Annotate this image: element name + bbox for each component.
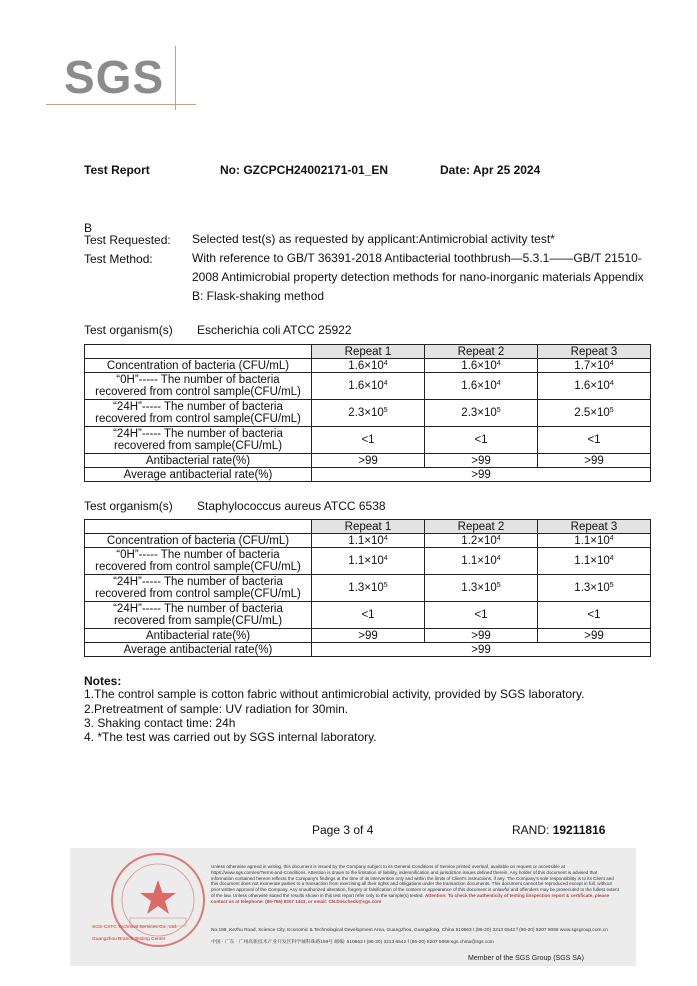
result-exponent: 4 (383, 534, 388, 542)
result-value: 1.3×10 (574, 582, 610, 594)
average-row (85, 468, 651, 482)
report-number: No: GZCPCH24002171-01_EN (220, 163, 389, 177)
result-exponent: 4 (383, 359, 388, 367)
note-item: 3. Shaking contact time: 24h (84, 716, 236, 730)
results-table-ecoli (84, 344, 651, 482)
result-exponent: 4 (383, 380, 388, 387)
seal-branch-name: Guangzhou Branch Testing Center (92, 937, 166, 942)
row-label-line: “0H”----- The number of bacteria (116, 549, 280, 561)
result-cell (312, 534, 425, 548)
company-seal (108, 850, 208, 950)
result-exponent: 5 (383, 582, 388, 589)
result-value: 1.6×10 (574, 380, 610, 392)
result-cell (425, 400, 538, 427)
member-statement: Member of the SGS Group (SGS SA) (468, 955, 584, 962)
result-cell (312, 629, 425, 643)
result-cell (312, 400, 425, 427)
logo-underline (46, 104, 196, 105)
column-header: Repeat 2 (425, 345, 538, 359)
result-value: 1.1×10 (574, 534, 610, 547)
result-exponent: 5 (609, 582, 614, 589)
page-number: Page 3 of 4 (312, 823, 374, 837)
row-label (85, 548, 312, 575)
result-exponent: 4 (496, 555, 501, 562)
row-label-line: Concentration of bacteria (CFU/mL) (106, 534, 290, 547)
row-label (85, 427, 312, 454)
results-table-saureus (84, 519, 651, 657)
table-row (85, 602, 651, 629)
result-exponent: 4 (496, 380, 501, 387)
table-row (85, 373, 651, 400)
row-label-line: recovered from control sample(CFU/mL) (95, 588, 301, 600)
result-value: <1 (587, 434, 601, 446)
result-cell (538, 548, 651, 575)
row-label-line: recovered from control sample(CFU/mL) (95, 386, 301, 398)
organism-name: Escherichia coli ATCC 25922 (197, 323, 352, 337)
result-exponent: 4 (609, 534, 614, 542)
result-value: 1.6×10 (348, 380, 384, 392)
result-value: 1.3×10 (461, 582, 497, 594)
average-value: >99 (312, 468, 651, 482)
result-value: >99 (358, 629, 378, 642)
organism-label: Test organism(s) (84, 323, 173, 337)
address-cn: 中国 · 广东 · 广州高新技术产业开发区科学城科珠路198号 邮编: 510663 t (86-20) 3213 6542 f (86-20) 8207 5066 sgs.china@sgs.com (211, 940, 494, 945)
result-value: 2.3×10 (348, 407, 384, 419)
result-cell (312, 427, 425, 454)
result-cell (425, 548, 538, 575)
result-exponent: 5 (496, 407, 501, 414)
row-label-line: Antibacterial rate(%) (145, 629, 251, 642)
result-exponent: 4 (609, 380, 614, 387)
table-row (85, 629, 651, 643)
result-cell (538, 373, 651, 400)
average-value: >99 (312, 643, 651, 657)
result-value: 1.7×10 (574, 359, 610, 372)
report-title: Test Report (84, 163, 150, 177)
result-value: 1.1×10 (348, 555, 384, 567)
rand-value: 19211816 (552, 823, 606, 837)
star-icon (140, 880, 176, 914)
test-method-line: With reference to GB/T 36391-2018 Antibacterial toothbrush—5.3.1——GB/T 21510- (192, 251, 642, 265)
result-value: 1.3×10 (348, 582, 384, 594)
rand-code (512, 823, 605, 837)
row-label (85, 534, 312, 548)
test-method-value (192, 249, 652, 306)
row-label-line: “24H”----- The number of bacteria (113, 428, 283, 440)
result-value: 1.6×10 (348, 359, 384, 372)
row-label-line: recovered from sample(CFU/mL) (113, 615, 283, 627)
row-label (85, 359, 312, 373)
result-cell (312, 373, 425, 400)
column-header: Repeat 2 (425, 520, 538, 534)
table-row (85, 427, 651, 454)
result-cell (425, 602, 538, 629)
result-value: >99 (584, 454, 604, 467)
report-date: Date: Apr 25 2024 (440, 163, 541, 177)
organism-label: Test organism(s) (84, 499, 173, 513)
result-value: 1.1×10 (348, 534, 384, 547)
result-cell (425, 629, 538, 643)
result-cell (425, 359, 538, 373)
result-cell (425, 427, 538, 454)
organism-name: Staphylococcus aureus ATCC 6538 (197, 499, 386, 513)
result-value: >99 (358, 454, 378, 467)
column-header: Repeat 3 (538, 345, 651, 359)
attention-text: Attention: To check the authenticity of testing /inspection report & certificate, please contact us at telephone: (86-755) 8307 1443, or email: CN.Doccheck@sgs.com (211, 892, 610, 904)
result-cell (312, 575, 425, 602)
result-cell (538, 534, 651, 548)
table-header-row (85, 520, 651, 534)
result-exponent: 4 (609, 359, 614, 367)
row-label-line: recovered from control sample(CFU/mL) (95, 561, 301, 573)
column-header: Repeat 1 (312, 345, 425, 359)
result-exponent: 5 (383, 407, 388, 414)
header-blank-cell (85, 520, 312, 534)
result-cell (312, 454, 425, 468)
result-exponent: 4 (383, 555, 388, 562)
table-row (85, 548, 651, 575)
row-label (85, 454, 312, 468)
row-label-line: Antibacterial rate(%) (145, 454, 251, 467)
row-label (85, 629, 312, 643)
result-cell (425, 575, 538, 602)
result-exponent: 4 (609, 555, 614, 562)
row-label-line: “24H”----- The number of bacteria (113, 401, 283, 413)
notes-title: Notes: (84, 674, 122, 688)
row-label-line: Concentration of bacteria (CFU/mL) (106, 359, 290, 372)
test-method-label: Test Method: (84, 252, 153, 266)
result-cell (538, 629, 651, 643)
table-row (85, 359, 651, 373)
section-letter: B (84, 221, 93, 235)
result-cell (538, 427, 651, 454)
logo-vertical-rule (175, 46, 176, 110)
result-exponent: 5 (496, 582, 501, 589)
test-method-line: B: Flask-shaking method (192, 289, 325, 303)
legal-disclaimer (211, 864, 621, 905)
table-header-row (85, 345, 651, 359)
result-value: >99 (471, 454, 491, 467)
result-value: <1 (361, 434, 375, 446)
average-label: Average antibacterial rate(%) (85, 468, 312, 482)
legal-text: Unless otherwise agreed in writing, this document is issued by the Company subject to its General Conditions of Service printed overleaf, available on request or accessible at https://www.sgs.com/en/Terms-and-Conditions. Attention is drawn to the limitation of liability, indemnification and jurisdiction issues defined therein. Any holder of this document is advised that information contained hereon reflects the Company's findings at the time of its intervention only and within the limits of Client's instructions, if any. The Company's sole responsibility is to its Client and this document does not exonerate parties to a transaction from exercising all their rights and obligations under the transaction documents. This document cannot be reproduced except in full, without prior written approval of the Company. Any unauthorized alteration, forgery or falsification of the content or appearance of this document is unlawful and offenders may be prosecuted to the fullest extent of the law. Unless otherwise stated the results shown in this test report refer only to the sample(s) tested. (211, 864, 619, 898)
seal-company-name: SGS-CSTC Technical Services Co., Ltd. (92, 925, 178, 930)
result-cell (538, 359, 651, 373)
result-cell (312, 548, 425, 575)
result-value: <1 (474, 609, 488, 621)
result-value: 1.1×10 (574, 555, 610, 567)
note-item: 1.The control sample is cotton fabric without antimicrobial activity, provided by SGS laboratory. (84, 687, 585, 701)
note-item: 4. *The test was carried out by SGS internal laboratory. (84, 730, 377, 744)
column-header: Repeat 1 (312, 520, 425, 534)
result-cell (312, 602, 425, 629)
result-cell (425, 454, 538, 468)
result-value: >99 (584, 629, 604, 642)
result-value: >99 (471, 629, 491, 642)
result-cell (425, 373, 538, 400)
result-value: <1 (587, 609, 601, 621)
average-label: Average antibacterial rate(%) (85, 643, 312, 657)
result-cell (538, 575, 651, 602)
row-label (85, 575, 312, 602)
result-cell (538, 454, 651, 468)
sgs-logo: SGS (64, 51, 165, 103)
table-row (85, 534, 651, 548)
test-requested-value: Selected test(s) as requested by applicant:Antimicrobial activity test* (192, 232, 555, 246)
table-row (85, 454, 651, 468)
result-value: 1.2×10 (461, 534, 497, 547)
address-en: No.198, Kezhu Road, Science City, Economic & Technological Development Area, Guangzhou, Guangdong, China 510663 t (86-20) 3213 6542 f (86-20) 8207 5066 www.sgsgroup.com.cn (211, 928, 608, 933)
row-label-line: recovered from control sample(CFU/mL) (95, 413, 301, 425)
row-label (85, 400, 312, 427)
result-exponent: 4 (496, 359, 501, 367)
row-label-line: “24H”----- The number of bacteria (113, 603, 283, 615)
result-value: 1.1×10 (461, 555, 497, 567)
row-label (85, 373, 312, 400)
result-cell (312, 359, 425, 373)
result-value: <1 (361, 609, 375, 621)
row-label-line: “0H”----- The number of bacteria (116, 374, 280, 386)
result-value: 2.5×10 (574, 407, 610, 419)
result-value: 1.6×10 (461, 359, 497, 372)
result-value: 2.3×10 (461, 407, 497, 419)
column-header: Repeat 3 (538, 520, 651, 534)
rand-label: RAND: (512, 823, 550, 837)
result-value: <1 (474, 434, 488, 446)
table-row (85, 400, 651, 427)
note-item: 2.Pretreatment of sample: UV radiation for 30min. (84, 702, 349, 716)
average-row (85, 643, 651, 657)
test-method-line: 2008 Antimicrobial property detection methods for nano-inorganic materials Appendix (192, 270, 644, 284)
result-cell (425, 534, 538, 548)
result-cell (538, 602, 651, 629)
row-label-line: “24H”----- The number of bacteria (113, 576, 283, 588)
row-label-line: recovered from sample(CFU/mL) (113, 440, 283, 452)
result-cell (538, 400, 651, 427)
header-blank-cell (85, 345, 312, 359)
result-exponent: 5 (609, 407, 614, 414)
result-value: 1.6×10 (461, 380, 497, 392)
result-exponent: 4 (496, 534, 501, 542)
row-label (85, 602, 312, 629)
table-row (85, 575, 651, 602)
test-requested-label: Test Requested: (84, 233, 171, 247)
